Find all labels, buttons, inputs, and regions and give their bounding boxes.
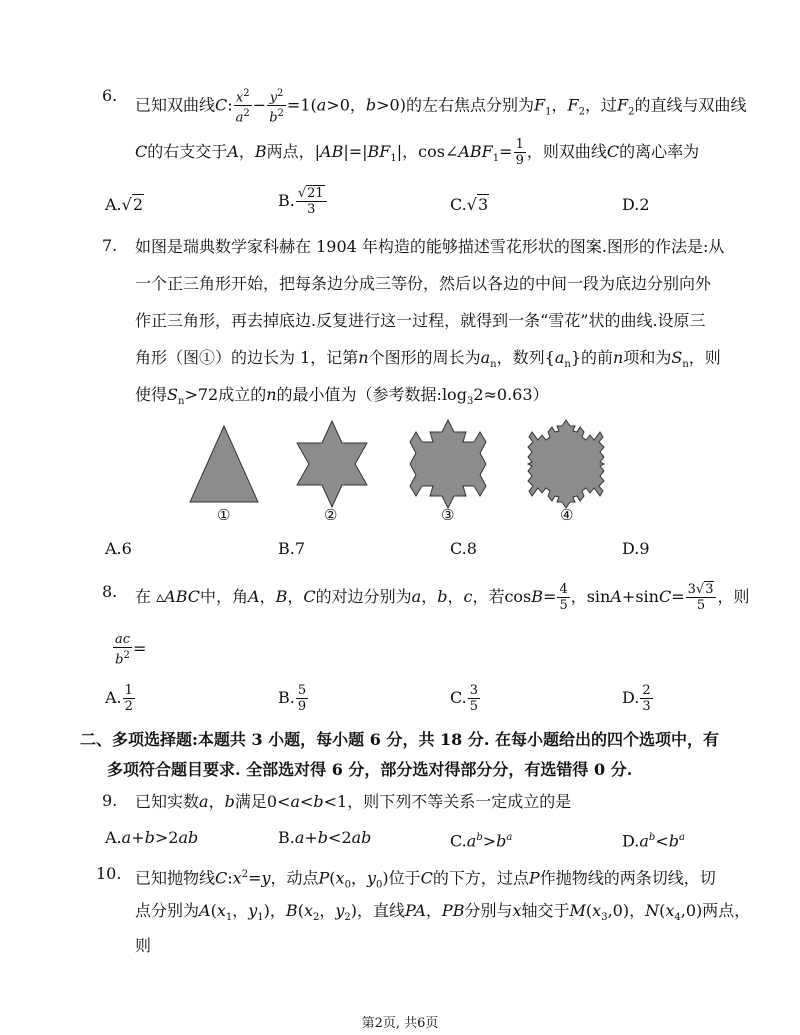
q10-line-2: 点分别为$A(x_1$，$y_1$)，$B(x_2$，$y_2$)，直线PA，PB分别与x轴交于$M(x_3,0)$，$N(x_4,0)$两点， (135, 901, 751, 924)
q6-option-c[interactable]: C.√3 (450, 195, 489, 214)
q7-option-c[interactable]: C.8 (450, 539, 477, 558)
q8-option-a[interactable]: A. $\frac{1}{2}$ (105, 683, 133, 714)
q7-line-1: 如图是瑞典数学家科赫在 1904 年构造的能够描述雪花形状的图案.图形的作法是:从 (135, 237, 725, 256)
figure-4-snowflake (528, 420, 604, 508)
q8-line-2: $\frac{ac}{b^2}$ = (115, 632, 147, 668)
q7-line-4: 角形（图①）的边长为 1，记第n个图形的周长为$a_n$，数列$\{a_n\}$的前n项和为$S_n$，则 (135, 348, 721, 371)
figure-label-2: ② (324, 506, 338, 524)
q10-number: 10. (96, 864, 122, 883)
q10-line-3: 则 (135, 936, 152, 955)
q7-line-3: 作正三角形，再去掉底边.反复进行这一过程，就得到一条“雪花”状的曲线.设原三 (135, 311, 706, 330)
q9-option-b[interactable]: B.a+b<2ab (278, 828, 372, 847)
koch-snowflake-figures (0, 418, 800, 518)
q7-line-5: 使得$S_n>72$成立的n的最小值为（参考数据$:\log_32\approx 0.63$） (135, 385, 549, 408)
q9-line-1: 已知实数a，b满足0<a<b<1，则下列不等关系一定成立的是 (135, 792, 572, 811)
q7-option-a[interactable]: A.6 (105, 539, 132, 558)
q6-option-b[interactable]: B. $\frac{√21}{3}$ (278, 186, 328, 217)
figure-3-snowflake (410, 420, 486, 508)
q8-number: 8. (102, 582, 118, 601)
section2-heading-line-2: 多项符合题目要求. 全部选对得 6 分，部分选对得部分分，有选错得 0 分. (107, 760, 633, 779)
figure-label-3: ③ (441, 506, 455, 524)
q10-line-1: 已知抛物线$C:x^2=y$，动点$P(x_0$，$y_0$)位于C的下方，过点P作抛物线的两条切线，切 (135, 868, 716, 891)
q9-option-c[interactable]: $C.a^b>b^a$ (450, 831, 513, 851)
q8-option-b[interactable]: B. $\frac{5}{9}$ (278, 683, 307, 714)
q6-line-1: 已知双曲线C: $\frac{x^2}{a^2}$ − $\frac{y^2}{b^2}$ =1(a>0，b>0)的左右焦点分别为$F_1$，$F_2$，过$F_2$的直线与双曲线 (135, 88, 747, 126)
q7-option-b[interactable]: B.7 (278, 539, 306, 558)
q7-option-d[interactable]: D.9 (622, 539, 650, 558)
figure-2-star (297, 421, 367, 507)
q8-line-1: 在 ▵ABC中，角A，B，C的对边分别为a，b，c，若cosB= $\frac{4}{5}$ ，sinA+sinC= $\frac{3√3}{5}$ ，则 (135, 582, 750, 613)
q7-line-2: 一个正三角形开始，把每条边分成三等份，然后以各边的中间一段为底边分别向外 (135, 274, 712, 293)
q8-option-c[interactable]: C. $\frac{3}{5}$ (450, 683, 479, 714)
q6-number: 6. (102, 86, 118, 105)
page-footer: 第2页, 共6页 (361, 1016, 439, 1031)
figure-1-triangle (190, 426, 258, 502)
q6-line-2: C的右支交于A，B两点，$|AB|=|BF_1|$，$\cos\angle ABF_1=$ $\frac{1}{9}$ ，则双曲线C的离心率为 (135, 137, 700, 168)
q6-option-d[interactable]: D.2 (622, 195, 650, 214)
figure-label-1: ① (217, 506, 231, 524)
q9-option-d[interactable]: $D.a^b<b^a$ (622, 831, 685, 851)
figure-label-4: ④ (560, 506, 574, 524)
q8-option-d[interactable]: D. $\frac{2}{3}$ (622, 683, 651, 714)
q9-option-a[interactable]: A.a+b>2ab (105, 828, 199, 847)
q6-option-a[interactable]: A.√2 (105, 195, 144, 214)
q7-number: 7. (102, 236, 118, 255)
section2-heading-line-1: 二、多项选择题:本题共 3 小题，每小题 6 分，共 18 分. 在每小题给出的四个选项中，有 (80, 730, 720, 749)
q9-number: 9. (102, 791, 118, 810)
